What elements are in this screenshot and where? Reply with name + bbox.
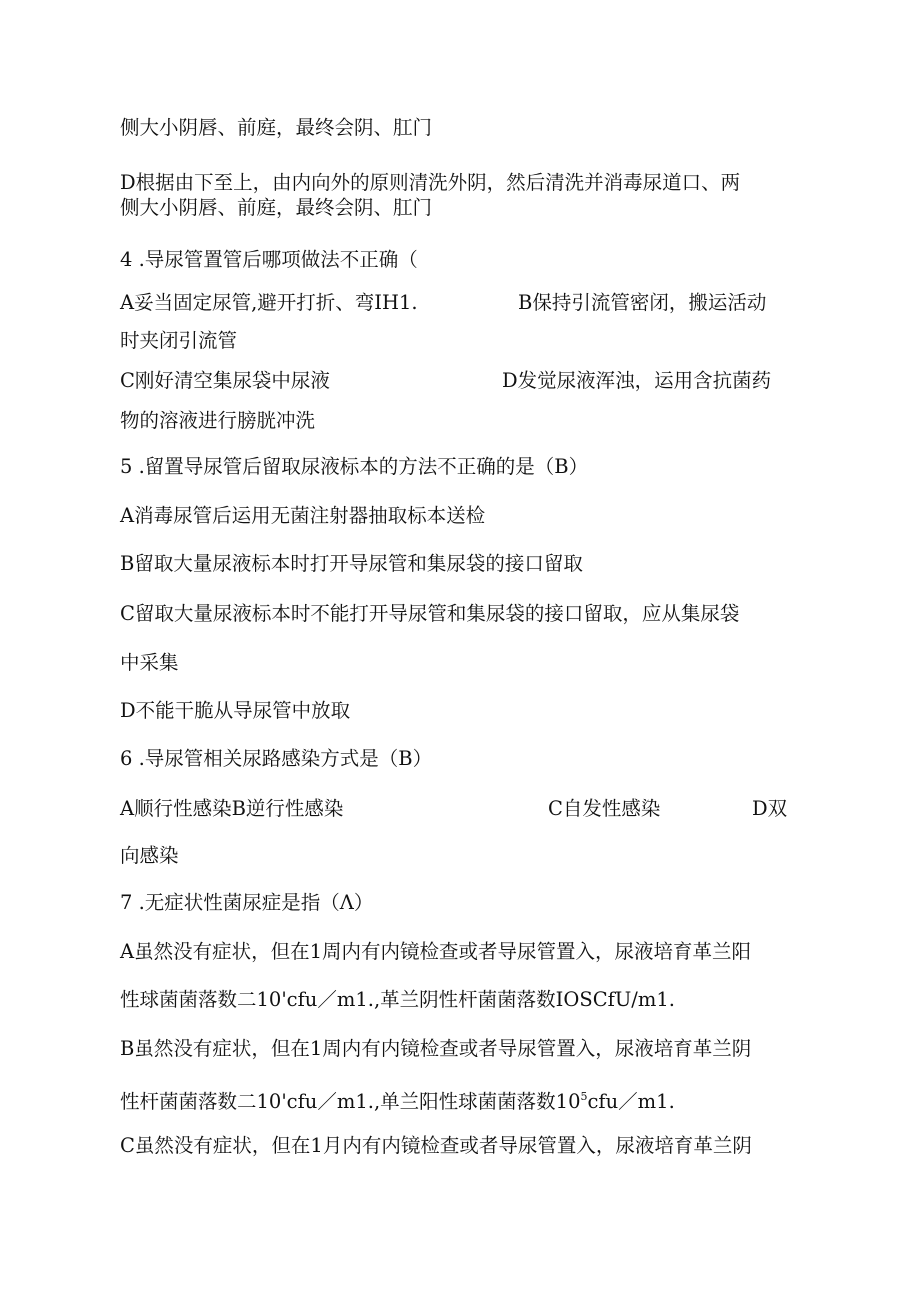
option-d: D不能干脆从导尿管中放取 [120,699,351,722]
options-a-b: A顺行性感染B逆行性感染 [120,797,344,820]
question-6: 6 .导尿管相关尿路感染方式是（B） [120,747,433,770]
option-a: A虽然没有症状，但在1周内有内镜检查或者导尿管置入，尿液培育革兰阳 [120,940,751,963]
option-a: A消毒尿管后运用无菌注射器抽取标本送检 [120,504,486,527]
option-c: C自发性感染 [548,797,661,820]
option-b: B留取大量尿液标本时打开导尿管和集尿袋的接口留取 [120,552,583,575]
option-d: D发觉尿液浑浊，运用含抗菌药 [502,369,772,392]
text-line: 侧大小阴唇、前庭，最终会阴、肛门 [120,116,433,139]
option-c: C刚好清空集尿袋中尿液 [120,369,330,392]
option-b-text: 性杆菌菌落数二10'cfu／m1.,单兰阳性球菌菌落数10 [120,1090,581,1113]
superscript: 5 [580,1090,588,1103]
option-c: C留取大量尿液标本时不能打开导尿管和集尿袋的接口留取，应从集尿袋 [120,602,740,625]
question-7: 7 .无症状性菌尿症是指（Λ） [120,891,374,914]
question-4: 4 .导尿管置管后哪项做法不正确（ [120,248,418,271]
option-d: D双 [752,797,788,820]
option-c: C虽然没有症状，但在1月内有内镜检查或者导尿管置入，尿液培育革兰阴 [120,1134,752,1157]
option-d-continued: 向感染 [120,844,179,867]
text-line: 侧大小阴唇、前庭，最终会阴、肛门 [120,196,433,219]
option-b: B虽然没有症状，但在1周内有内镜检查或者导尿管置入，尿液培育革兰阴 [120,1037,752,1060]
option-b-continued [120,1083,675,1116]
option-b-continued: 时夹闭引流管 [120,329,238,352]
option-a-continued: 性球菌菌落数二10'cfu／m1.,革兰阴性杆菌菌落数IOSCfU/m1. [120,988,675,1011]
option-c-continued: 中采集 [120,651,179,674]
option-d-line: D根据由下至上，由内向外的原则清洗外阴，然后清洗并消毒尿道口、两 [120,171,741,194]
question-5: 5 .留置导尿管后留取尿液标本的方法不正确的是（B） [120,455,589,478]
option-b-text-end: cfu／m1. [587,1090,675,1113]
option-d-continued: 物的溶液进行膀胱冲洗 [120,409,316,432]
option-a: A妥当固定尿管,避开打折、弯IH1. [120,291,418,314]
option-b: B保持引流管密闭，搬运活动 [518,291,767,314]
